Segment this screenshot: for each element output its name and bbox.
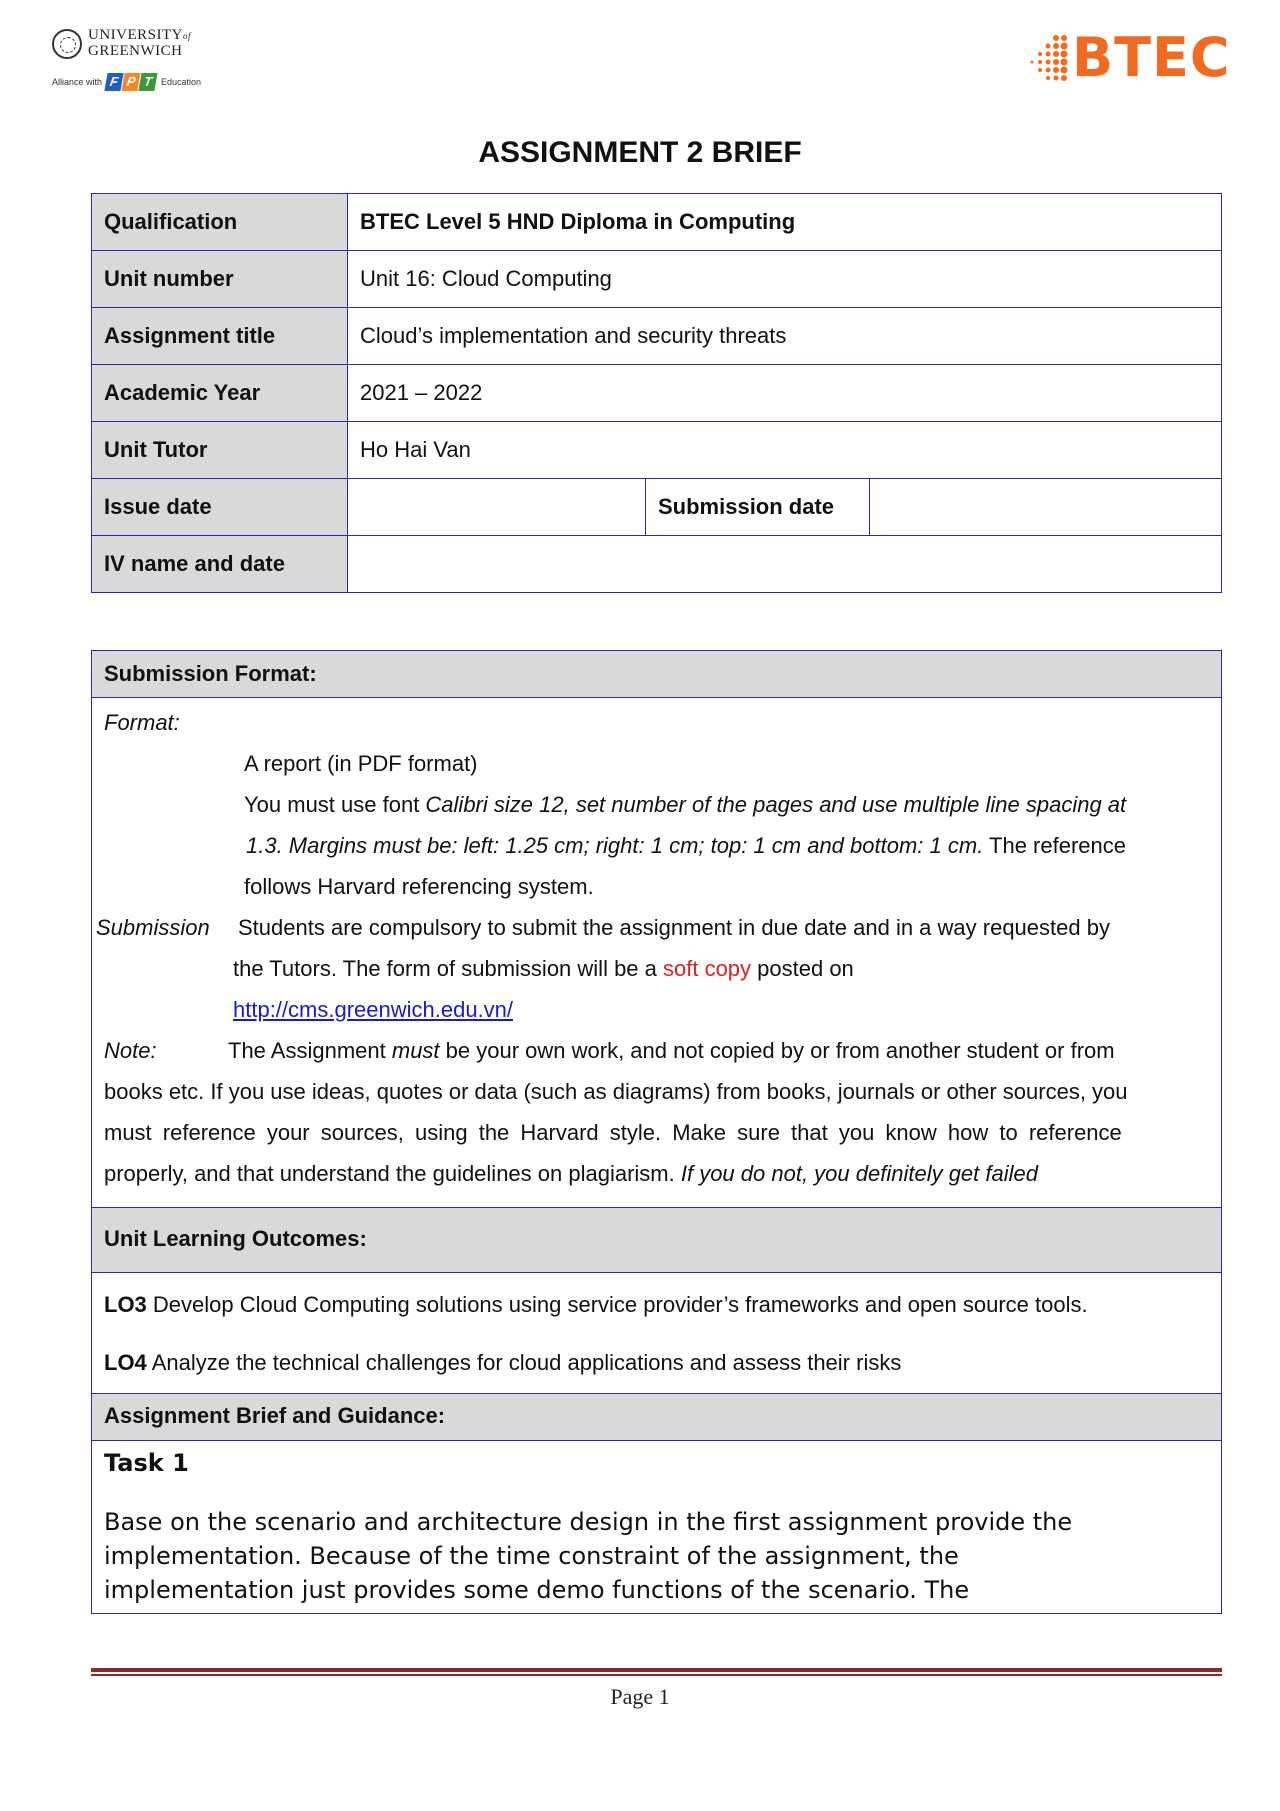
academic-year-label: Academic Year: [92, 365, 348, 422]
table-row: [92, 251, 1222, 308]
issue-date-label: Issue date: [92, 479, 348, 536]
note-line-2: books etc. If you use ideas, quotes or data (such as diagrams) from books, journals or other sources, you: [104, 1079, 1128, 1104]
note-line-4: properly, and that understand the guidelines on plagiarism. If you do not, you definitely get failed: [104, 1161, 1038, 1186]
format-line-3: 1.3. Margins must be: left: 1.25 cm; right: 1 cm; top: 1 cm and bottom: 1 cm. The reference: [246, 833, 1126, 858]
table-row: [92, 365, 1222, 422]
lo4-item: LO4 Analyze the technical challenges for cloud applications and assess their risks: [104, 1350, 902, 1375]
format-line-4: follows Harvard referencing system.: [244, 874, 594, 899]
fpt-logo: F P T: [106, 73, 157, 91]
table-row: [92, 308, 1222, 365]
task-1-title: Task 1: [104, 1449, 189, 1477]
format-line-2: You must use font Calibri size 12, set number of the pages and use multiple line spacing at: [244, 792, 1127, 817]
note-label: Note:: [104, 1038, 157, 1063]
footer-divider: [91, 1668, 1222, 1672]
table-row: [92, 479, 1222, 536]
submission-format-heading: Submission Format:: [92, 651, 1221, 698]
submission-label: Submission: [96, 915, 210, 940]
task-1-line-2: implementation. Because of the time constraint of the assignment, the: [104, 1542, 959, 1570]
iv-label: IV name and date: [92, 536, 348, 593]
task-1-line-3: implementation just provides some demo functions of the scenario. The: [104, 1576, 970, 1604]
learning-outcomes-heading: Unit Learning Outcomes:: [92, 1207, 1221, 1273]
format-label: Format:: [104, 710, 180, 735]
academic-year-value: 2021 – 2022: [348, 365, 1222, 422]
assignment-title-label: Assignment title: [92, 308, 348, 365]
footer-divider-thin: [91, 1674, 1222, 1676]
submission-line-1: Students are compulsory to submit the assignment in due date and in a way requested by: [238, 915, 1110, 940]
unit-number-value: Unit 16: Cloud Computing: [348, 251, 1222, 308]
table-row: [92, 422, 1222, 479]
brief-content-box: [91, 650, 1222, 1614]
qualification-label: Qualification: [92, 194, 348, 251]
submission-date-label: Submission date: [646, 479, 870, 536]
btec-wordmark: BTEC: [1072, 26, 1231, 89]
fpt-alliance: Alliance with F P T Education: [52, 74, 202, 89]
document-title: ASSIGNMENT 2 BRIEF: [478, 136, 802, 169]
btec-dots-icon: [1026, 32, 1070, 84]
university-logo: [52, 28, 232, 108]
assignment-info-table: [91, 193, 1222, 593]
lo3-item: LO3 Develop Cloud Computing solutions using service provider’s frameworks and open source tools.: [104, 1292, 1088, 1317]
submission-line-2: the Tutors. The form of submission will be a soft copy posted on: [233, 956, 854, 981]
iv-value: [348, 536, 1222, 593]
table-row: [92, 536, 1222, 593]
format-line-1: A report (in PDF format): [244, 751, 478, 776]
unit-number-label: Unit number: [92, 251, 348, 308]
task-1-line-1: Base on the scenario and architecture design in the first assignment provide the: [104, 1508, 1073, 1536]
soft-copy-highlight: soft copy: [663, 956, 752, 981]
table-row: [92, 194, 1222, 251]
page-number: Page 1: [610, 1684, 670, 1709]
note-line-1: The Assignment must be your own work, and not copied by or from another student or from: [228, 1038, 1115, 1063]
cms-link[interactable]: http://cms.greenwich.edu.vn/: [233, 997, 514, 1022]
btec-logo: [1026, 28, 1246, 88]
brief-guidance-heading: Assignment Brief and Guidance:: [92, 1393, 1221, 1441]
unit-tutor-value: Ho Hai Van: [348, 422, 1222, 479]
unit-tutor-label: Unit Tutor: [92, 422, 348, 479]
qualification-value: BTEC Level 5 HND Diploma in Computing: [348, 194, 1222, 251]
submission-date-value: [870, 479, 1222, 536]
assignment-title-value: Cloud’s implementation and security threats: [348, 308, 1222, 365]
note-line-3: must reference your sources, using the Harvard style. Make sure that you know how to reference: [104, 1120, 1122, 1145]
issue-date-value: [348, 479, 646, 536]
university-seal-icon: [52, 29, 82, 59]
university-name: UNIVERSITYof GREENWICH: [88, 27, 192, 59]
